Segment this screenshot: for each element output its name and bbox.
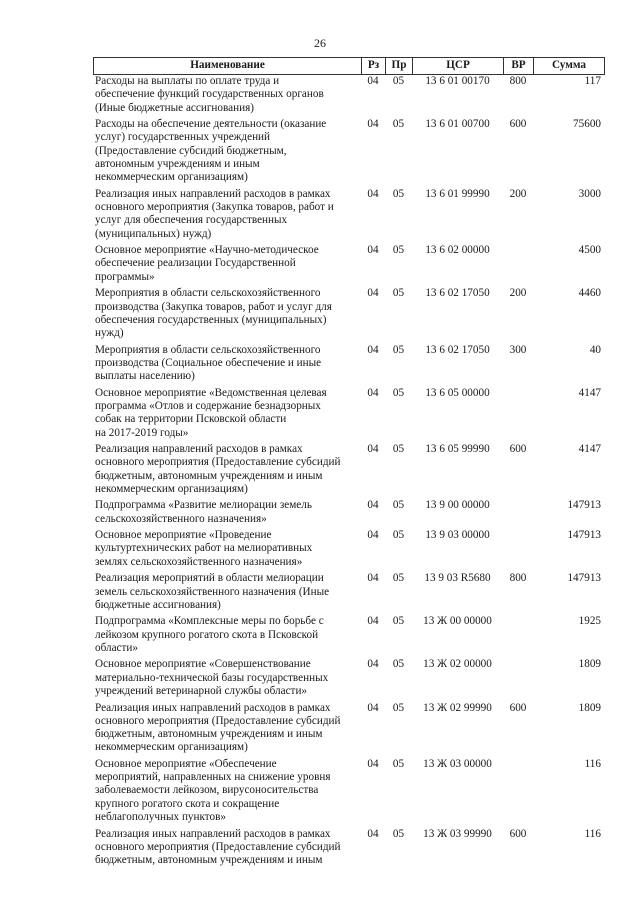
- row-csr: 13 6 02 17050: [425, 343, 490, 356]
- row-name-line: основного мероприятия (Предоставление субсидий: [95, 840, 341, 853]
- row-csr: 13 6 01 00170: [425, 75, 490, 87]
- header-rz: Рз: [361, 58, 385, 74]
- header-vr: ВР: [503, 58, 533, 74]
- row-rz: 04: [367, 499, 379, 512]
- row-name-line: лейкозом крупного рогатого скота в Псковской: [95, 628, 319, 641]
- row-name-line: Основное мероприятие «Научно-методическое: [95, 244, 319, 257]
- row-name: [93, 387, 361, 440]
- row-vr: 300: [509, 343, 527, 356]
- row-name-line: сельскохозяйственного назначения»: [95, 512, 267, 525]
- row-name-line: Основное мероприятие «Совершенствование: [95, 658, 311, 671]
- table-row: [93, 828, 605, 868]
- row-name-line: Расходы на выплаты по оплате труда и: [95, 75, 280, 87]
- row-name-line: услуг для обеспечения государственных: [95, 214, 288, 227]
- table-row: [93, 702, 605, 755]
- table-body: [93, 75, 605, 867]
- row-name-line: крупного рогатого скота и сокращение: [95, 797, 280, 810]
- row-name-line: материально-технической базы государственных: [95, 671, 329, 684]
- table-row: [93, 529, 605, 569]
- row-name-line: земель сельскохозяйственного назначения (Иные: [95, 585, 330, 598]
- row-name-line: бюджетным, автономным учреждениям и иным: [95, 854, 323, 867]
- row-name-line: Расходы на обеспечение деятельности (оказание: [95, 118, 327, 131]
- row-name-line: Реализация иных направлений расходов в рамках: [95, 827, 331, 840]
- row-name-line: некоммерческим организациям): [95, 171, 248, 184]
- row-csr: 13 Ж 02 00000: [423, 658, 492, 671]
- row-pr: 05: [392, 572, 405, 585]
- row-name: [93, 658, 361, 698]
- row-pr: 05: [392, 287, 405, 300]
- row-csr: 13 6 02 00000: [425, 244, 490, 257]
- row-name-line: нужд): [95, 327, 124, 340]
- row-rz: 04: [367, 757, 379, 770]
- row-name-line: Подпрограмма «Развитие мелиорации земель: [95, 499, 312, 512]
- row-name-line: (Предоставление субсидий бюджетным,: [95, 144, 287, 157]
- row-pr: 05: [392, 118, 405, 131]
- table-row: [93, 443, 605, 496]
- row-rz: 04: [367, 572, 379, 585]
- row-sum: 40: [589, 343, 601, 356]
- row-name-line: программы»: [95, 270, 155, 283]
- row-pr: 05: [392, 529, 405, 542]
- row-name-line: бюджетным, автономным учреждениям и иным: [95, 469, 323, 482]
- row-sum: 4500: [578, 244, 601, 257]
- row-pr: 05: [392, 75, 405, 87]
- row-rz: 04: [367, 386, 379, 399]
- row-vr: 800: [509, 75, 527, 87]
- row-name: [93, 499, 361, 526]
- row-name-line: услуг) государственных учреждений: [95, 131, 271, 144]
- row-name: [93, 188, 361, 241]
- row-name-line: обеспечение функций государственных органов: [95, 88, 324, 101]
- row-name-line: Подпрограмма «Комплексные меры по борьбе с: [95, 615, 324, 628]
- row-pr: 05: [392, 443, 405, 456]
- row-name-line: программа «Отлов и содержание безнадзорных: [95, 399, 321, 412]
- row-pr: 05: [392, 386, 405, 399]
- row-name-line: собак на территории Псковской области: [95, 413, 287, 426]
- row-name: [93, 529, 361, 569]
- row-csr: 13 Ж 03 00000: [423, 757, 492, 770]
- table-row: [93, 188, 605, 241]
- row-rz: 04: [367, 343, 379, 356]
- row-pr: 05: [392, 615, 405, 628]
- row-name: [93, 615, 361, 655]
- row-name-line: (Иные бюджетные ассигнования): [95, 101, 254, 114]
- table-row: [93, 118, 605, 184]
- row-name-line: Мероприятия в области сельскохозяйственного: [95, 343, 321, 356]
- row-name: [93, 287, 361, 340]
- row-vr: 600: [509, 827, 527, 840]
- row-csr: 13 6 02 17050: [425, 287, 490, 300]
- row-csr: 13 9 03 00000: [425, 529, 490, 542]
- row-name: [93, 572, 361, 612]
- row-vr: 600: [509, 701, 527, 714]
- row-sum: 4460: [578, 287, 601, 300]
- row-vr: 200: [509, 187, 527, 200]
- row-name-line: бюджетные ассигнования): [95, 598, 221, 611]
- row-name-line: Основное мероприятие «Проведение: [95, 529, 272, 542]
- budget-table: [93, 57, 605, 871]
- row-name-line: культуртехнических работ на мелиоративных: [95, 542, 313, 555]
- row-name-line: основного мероприятия (Предоставление субсидий: [95, 456, 341, 469]
- row-csr: 13 Ж 02 99990: [423, 701, 492, 714]
- row-csr: 13 Ж 03 99990: [423, 827, 492, 840]
- row-name: [93, 443, 361, 496]
- row-name: [93, 758, 361, 824]
- row-sum: 3000: [578, 187, 601, 200]
- row-name-line: некоммерческим организациям): [95, 482, 248, 495]
- row-name-line: учреждений ветеринарной службы области»: [95, 685, 308, 698]
- header-csr: ЦСР: [412, 58, 503, 74]
- row-vr: 600: [509, 118, 527, 131]
- row-sum: 1809: [578, 701, 601, 714]
- row-name-line: заболеваемости лейкозом, вирусоносительства: [95, 784, 319, 797]
- row-sum: 117: [584, 75, 601, 87]
- row-name: [93, 702, 361, 755]
- row-name-line: выплаты населению): [95, 370, 195, 383]
- row-rz: 04: [367, 244, 379, 257]
- row-sum: 147913: [567, 499, 601, 512]
- row-pr: 05: [392, 499, 405, 512]
- row-name-line: (муниципальных) нужд): [95, 227, 212, 240]
- table-row: [93, 75, 605, 115]
- row-csr: 13 6 01 00700: [425, 118, 490, 131]
- row-name-line: Реализация мероприятий в области мелиорации: [95, 572, 324, 585]
- row-rz: 04: [367, 187, 379, 200]
- row-sum: 147913: [567, 572, 601, 585]
- row-rz: 04: [367, 118, 379, 131]
- row-sum: 75600: [573, 118, 601, 131]
- row-pr: 05: [392, 343, 405, 356]
- row-sum: 4147: [578, 443, 601, 456]
- row-vr: 800: [509, 572, 527, 585]
- row-rz: 04: [367, 287, 379, 300]
- row-name: [93, 118, 361, 184]
- row-name-line: Основное мероприятие «Ведомственная целевая: [95, 386, 327, 399]
- row-csr: 13 9 03 R5680: [424, 572, 491, 585]
- table-row: [93, 758, 605, 824]
- row-name: [93, 344, 361, 384]
- header-name: Наименование: [93, 58, 361, 74]
- table-row: [93, 244, 605, 284]
- row-rz: 04: [367, 658, 379, 671]
- row-name-line: обеспечение реализации Государственной: [95, 257, 296, 270]
- row-name-line: неблагополучных пунктов»: [95, 811, 227, 824]
- table-header: [93, 57, 605, 75]
- row-name-line: автономным учреждениям и иным: [95, 157, 260, 170]
- row-vr: 600: [509, 443, 527, 456]
- row-vr: 200: [509, 287, 527, 300]
- row-rz: 04: [367, 75, 379, 87]
- row-rz: 04: [367, 443, 379, 456]
- row-name-line: Мероприятия в области сельскохозяйственного: [95, 287, 321, 300]
- table-row: [93, 387, 605, 440]
- row-csr: 13 6 05 99990: [425, 443, 490, 456]
- row-rz: 04: [367, 827, 379, 840]
- row-name-line: землях сельскохозяйственного назначения»: [95, 555, 303, 568]
- row-name-line: обеспечения государственных (муниципальных): [95, 313, 327, 326]
- table-row: [93, 658, 605, 698]
- row-pr: 05: [392, 757, 405, 770]
- table-row: [93, 615, 605, 655]
- table-row: [93, 572, 605, 612]
- row-csr: 13 Ж 00 00000: [423, 615, 492, 628]
- row-name-line: основного мероприятия (Предоставление субсидий: [95, 714, 341, 727]
- row-pr: 05: [392, 701, 405, 714]
- row-name: [93, 828, 361, 868]
- row-sum: 4147: [578, 386, 601, 399]
- row-sum: 116: [584, 827, 601, 840]
- row-sum: 1925: [578, 615, 601, 628]
- row-name-line: Реализация иных направлений расходов в рамках: [95, 701, 331, 714]
- row-rz: 04: [367, 615, 379, 628]
- page-number: 26: [314, 36, 326, 50]
- row-name-line: мероприятий, направленных на снижение уровня: [95, 771, 331, 784]
- table-row: [93, 499, 605, 526]
- table-row: [93, 344, 605, 384]
- row-name-line: области»: [95, 641, 138, 654]
- row-name-line: на 2017-2019 годы»: [95, 426, 189, 439]
- header-sum: Сумма: [533, 58, 605, 74]
- row-name-line: Основное мероприятие «Обеспечение: [95, 757, 277, 770]
- row-pr: 05: [392, 244, 405, 257]
- row-name-line: Реализация иных направлений расходов в рамках: [95, 187, 331, 200]
- row-pr: 05: [392, 187, 405, 200]
- row-rz: 04: [367, 701, 379, 714]
- row-name-line: некоммерческим организациям): [95, 741, 248, 754]
- row-name: [93, 75, 361, 115]
- row-rz: 04: [367, 529, 379, 542]
- row-name: [93, 244, 361, 284]
- row-name-line: Реализация направлений расходов в рамках: [95, 443, 303, 456]
- row-name-line: бюджетным, автономным учреждениям и иным: [95, 728, 323, 741]
- row-pr: 05: [392, 658, 405, 671]
- row-csr: 13 9 00 00000: [425, 499, 490, 512]
- row-pr: 05: [392, 827, 405, 840]
- row-name-line: производства (Закупка товаров, работ и услуг для: [95, 300, 332, 313]
- row-csr: 13 6 05 00000: [425, 386, 490, 399]
- row-sum: 1809: [578, 658, 601, 671]
- row-name-line: основного мероприятия (Закупка товаров, работ и: [95, 201, 334, 214]
- row-sum: 116: [584, 757, 601, 770]
- row-name-line: производства (Социальное обеспечение и иные: [95, 356, 322, 369]
- row-sum: 147913: [567, 529, 601, 542]
- table-row: [93, 287, 605, 340]
- header-pr: Пр: [385, 58, 412, 74]
- row-csr: 13 6 01 99990: [425, 187, 490, 200]
